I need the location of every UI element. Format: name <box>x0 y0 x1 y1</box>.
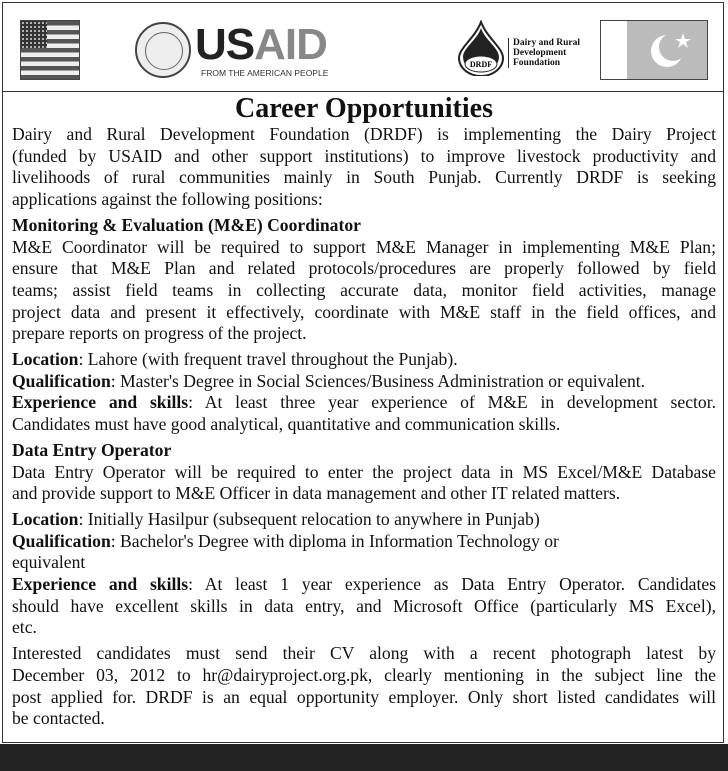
text-line: should have excellent skills in data entry, and Microsoft Office (particularly MS Excel), <box>12 595 716 616</box>
text-line: December 03, 2012 to hr@dairyproject.org.pk, clearly mentioning in the subject line the <box>12 664 716 685</box>
location-line: Location: Initially Hasilpur (subsequent relocation to anywhere in Punjab) <box>12 508 540 529</box>
position-title: Data Entry Operator <box>12 439 172 460</box>
footer-bar <box>0 744 728 771</box>
text-line: teams; assist field teams in collecting accurate data, monitor field activities, manage <box>12 279 716 300</box>
ad-body <box>12 92 716 730</box>
closing-paragraph <box>12 643 716 730</box>
text-line: applications against the following positions: <box>12 189 323 210</box>
page-title: Career Opportunities <box>235 93 493 124</box>
usaid-logo: USAID <box>195 20 327 69</box>
pakistan-flag-icon <box>600 20 708 80</box>
text-line: and provide support to M&E Officer in data management and other IT related matters. <box>12 483 621 504</box>
svg-text:DRDF: DRDF <box>469 60 493 69</box>
text-line: ensure that M&E Plan and related protocols/procedures are properly followed by field <box>12 258 716 279</box>
location-line: Location: Lahore (with frequent travel throughout the Punjab). <box>12 349 458 370</box>
usaid-seal-icon <box>135 22 191 78</box>
position-data-entry-operator <box>12 440 716 639</box>
text-line: project data and present it effectively, coordinate with M&E staff in the field offices, and <box>12 301 716 322</box>
text-line: Candidates must have good analytical, quantitative and communication skills. <box>12 414 561 435</box>
experience-line: Experience and skills: At least 1 year experience as Data Entry Operator. Candidates <box>12 574 716 595</box>
position-me-coordinator <box>12 215 716 436</box>
drdf-drop-logo-icon <box>457 20 505 76</box>
qualification-line: Qualification: Master's Degree in Social Sciences/Business Administration or equivalent. <box>12 370 646 391</box>
text-line: post applied for. DRDF is an equal opportunity employer. Only short listed candidates will <box>12 686 716 707</box>
text-line: Interested candidates must send their CV along with a recent photograph latest by <box>12 643 716 664</box>
text-line: be contacted. <box>12 708 105 729</box>
text-line: M&E Coordinator will be required to support M&E Manager in implementing M&E Plan; <box>12 236 716 257</box>
text-line: prepare reports on progress of the project. <box>12 323 307 344</box>
position-title: Monitoring & Evaluation (M&E) Coordinator <box>12 214 361 235</box>
drdf-name: Dairy and Rural Development Foundation <box>508 38 580 68</box>
intro-paragraph <box>12 124 716 211</box>
text-line: Dairy and Rural Development Foundation (DRDF) is implementing the Dairy Project <box>12 124 716 144</box>
us-flag-icon <box>20 20 80 80</box>
logo-header <box>2 2 724 92</box>
text-line: (funded by USAID and other support institutions) to improve livestock productivity and <box>12 145 716 166</box>
text-line: Data Entry Operator will be required to enter the project data in MS Excel/M&E Database <box>12 461 716 482</box>
text-line: equivalent <box>12 552 86 573</box>
text-line: livelihoods of rural communities mainly in South Punjab. Currently DRDF is seeking <box>12 167 716 188</box>
qualification-line: Qualification: Bachelor's Degree with diploma in Information Technology or <box>12 530 559 551</box>
usaid-tagline: FROM THE AMERICAN PEOPLE <box>201 68 329 78</box>
text-line: etc. <box>12 617 37 638</box>
experience-line: Experience and skills: At least three year experience of M&E in development sector. <box>12 392 716 413</box>
